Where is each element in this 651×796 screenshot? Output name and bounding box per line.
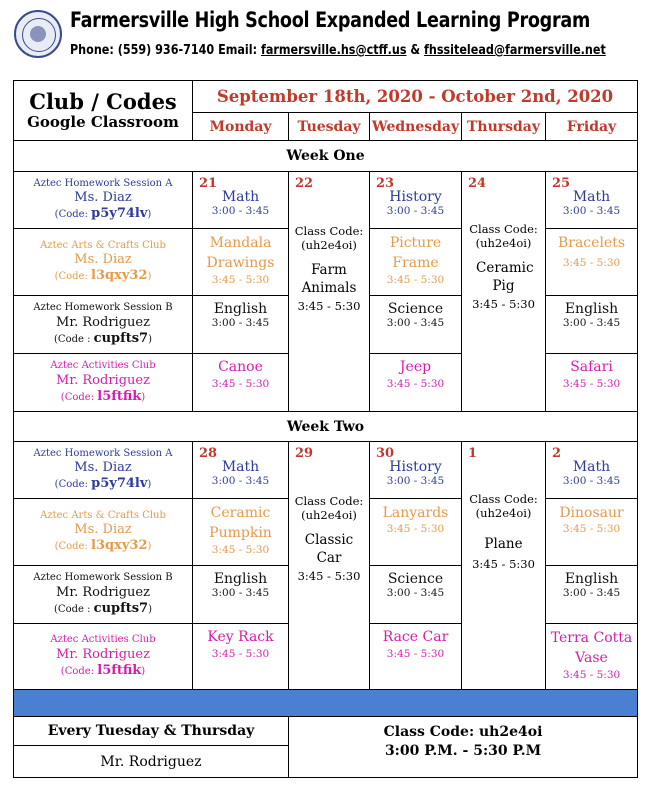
club-code: (Code: l3qxy32)	[54, 538, 152, 554]
session-time: 3:45 - 5:30	[211, 543, 270, 556]
club-name: Aztec Homework Session B	[33, 302, 173, 313]
session-subject: Math	[221, 189, 260, 205]
class-code-label: Class Code:	[469, 222, 538, 236]
w1-wed-hwb	[370, 296, 462, 354]
day-tuesday: Tuesday	[289, 113, 370, 141]
session-subject: English	[213, 301, 268, 317]
session-time: 3:00 - 3:45	[562, 205, 621, 218]
class-time: 3:45 - 5:30	[472, 297, 535, 312]
session-time: 3:00 - 3:45	[211, 317, 270, 330]
date-number: 1	[468, 446, 478, 461]
date-range: September 18th, 2020 - October 2nd, 2020	[193, 81, 638, 113]
w1-mon-hw	[193, 172, 289, 229]
session-subject: Safari	[570, 359, 613, 375]
w2-mon-hw	[193, 442, 289, 499]
w1-wed-act	[370, 354, 462, 412]
club-activities	[14, 354, 193, 412]
session-time: 3:00 - 3:45	[386, 587, 445, 600]
club-name: Aztec Homework Session A	[33, 177, 173, 189]
w1-thu-class	[462, 172, 546, 412]
class-code-label: Class Code:	[294, 224, 364, 238]
w2-wed-hwb	[370, 566, 462, 624]
w2-mon-art	[193, 499, 289, 566]
page-header	[0, 0, 651, 78]
club-name: Aztec Arts & Crafts Club	[40, 239, 166, 251]
club-teacher: Ms. Diaz	[74, 190, 132, 205]
footer-class-time: 3:00 P.M. - 5:30 P.M	[384, 742, 542, 759]
class-code: (uh2e4oi)	[475, 506, 532, 521]
w2-mon-act	[193, 624, 289, 690]
session-time: 3:00 - 3:45	[562, 475, 621, 488]
w2-fri-hwb	[546, 566, 638, 624]
w2-fri-art	[546, 499, 638, 566]
date-number: 21	[199, 176, 218, 191]
class-code: (uh2e4oi)	[475, 236, 532, 251]
session-subject: Mandala Drawings	[206, 235, 275, 272]
footer-class-info	[289, 717, 638, 778]
phone-label: Phone:	[70, 42, 114, 58]
club-teacher: Ms. Diaz	[74, 252, 132, 267]
session-subject: Key Rack	[207, 629, 274, 645]
session-time: 3:45 - 5:30	[562, 523, 621, 536]
w1-mon-hwb	[193, 296, 289, 354]
w1-fri-act	[546, 354, 638, 412]
club-name: Aztec Homework Session B	[33, 572, 173, 583]
w2-tue-class	[289, 442, 370, 690]
class-time: 3:45 - 5:30	[472, 556, 535, 571]
w1-mon-art	[193, 229, 289, 296]
date-number: 2	[552, 446, 562, 461]
class-time: 3:45 - 5:30	[297, 569, 361, 584]
day-thursday: Thursday	[462, 113, 546, 141]
class-project: Classic Car	[304, 531, 354, 566]
w2-mon-hwb	[193, 566, 289, 624]
w1-mon-act	[193, 354, 289, 412]
w1-wed-art	[370, 229, 462, 296]
session-time: 3:00 - 3:45	[562, 317, 621, 330]
session-time: 3:45 - 5:30	[386, 273, 445, 286]
club-code: (Code: l3qxy32)	[54, 268, 152, 284]
club-homework-b	[14, 566, 193, 624]
session-subject: Ceramic Pumpkin	[209, 505, 272, 542]
week-one-label: Week One	[14, 141, 638, 172]
session-time: 3:45 - 5:30	[386, 523, 445, 536]
session-time: 3:45 - 5:30	[386, 648, 445, 661]
class-project: Plane	[484, 535, 523, 552]
session-subject: History	[389, 459, 442, 475]
class-project: Farm Animals	[301, 261, 357, 296]
class-code: (uh2e4oi)	[301, 508, 357, 523]
session-time: 3:45 - 5:30	[211, 648, 270, 661]
w1-fri-art	[546, 229, 638, 296]
club-teacher: Ms. Diaz	[74, 460, 132, 475]
divider-bar	[14, 690, 638, 717]
date-number: 22	[295, 176, 314, 191]
session-subject: Canoe	[218, 359, 263, 375]
week-two-label: Week Two	[14, 412, 638, 442]
session-subject: Math	[572, 459, 611, 475]
session-subject: Terra Cotta Vase	[550, 630, 633, 667]
club-code: (Code: p5y74lv)	[54, 206, 152, 222]
w1-tue-class	[289, 172, 370, 412]
session-subject: Science	[387, 571, 444, 587]
footer-teacher: Mr. Rodriguez	[14, 746, 289, 778]
club-name: Aztec Homework Session A	[33, 447, 173, 459]
session-time: 3:45 - 5:30	[562, 378, 621, 391]
club-name: Aztec Arts & Crafts Club	[40, 509, 166, 521]
session-subject: Picture Frame	[389, 235, 442, 272]
day-friday: Friday	[546, 113, 638, 141]
email-label: Email:	[218, 42, 258, 58]
phone-number: (559) 936-7140	[117, 42, 215, 58]
date-number: 28	[199, 446, 218, 461]
w2-wed-hw	[370, 442, 462, 499]
club-teacher: Ms. Diaz	[74, 522, 132, 537]
club-arts-crafts	[14, 229, 193, 296]
school-logo	[14, 10, 62, 58]
date-number: 25	[552, 176, 571, 191]
club-teacher: Mr. Rodriguez	[56, 584, 150, 600]
class-code: (uh2e4oi)	[301, 238, 357, 253]
email-link-2[interactable]: fhssitelead@farmersville.net	[424, 42, 606, 58]
date-number: 23	[376, 176, 395, 191]
club-code: (Code: l5ftfik)	[60, 662, 146, 678]
session-subject: English	[213, 571, 268, 587]
date-number: 29	[295, 446, 314, 461]
session-subject: Dinosaur	[559, 505, 624, 521]
session-time: 3:00 - 3:45	[386, 205, 445, 218]
class-code-label: Class Code:	[469, 492, 538, 506]
w1-fri-hw	[546, 172, 638, 229]
session-time: 3:00 - 3:45	[211, 587, 270, 600]
schedule-table	[13, 80, 638, 778]
email-link-1[interactable]: farmersville.hs@ctff.us	[260, 42, 407, 58]
date-number: 24	[468, 176, 487, 191]
club-name: Aztec Activities Club	[50, 634, 156, 645]
club-code: (Code : cupfts7)	[54, 600, 152, 616]
club-code: (Code: p5y74lv)	[54, 476, 152, 492]
session-time: 3:45 - 5:30	[386, 378, 445, 391]
session-subject: Lanyards	[382, 505, 449, 521]
session-time: 3:45 - 5:30	[562, 668, 621, 681]
ampersand: &	[410, 42, 421, 58]
date-number: 30	[376, 446, 395, 461]
session-time: 3:00 - 3:45	[562, 587, 621, 600]
session-subject: Race Car	[382, 629, 449, 645]
contact-line	[70, 42, 606, 58]
session-subject: Math	[221, 459, 260, 475]
session-subject: Jeep	[399, 359, 432, 375]
footer-every: Every Tuesday & Thursday	[14, 717, 289, 746]
w1-fri-hwb	[546, 296, 638, 354]
session-subject: Bracelets	[557, 235, 626, 251]
club-codes-header	[14, 81, 193, 141]
club-activities	[14, 624, 193, 690]
club-homework-a	[14, 172, 193, 229]
session-time: 3:45 - 5:30	[562, 257, 621, 270]
session-subject: English	[564, 571, 619, 587]
session-time: 3:00 - 3:45	[211, 205, 270, 218]
club-homework-b	[14, 296, 193, 354]
club-code: (Code : cupfts7)	[54, 330, 152, 346]
w1-wed-hw	[370, 172, 462, 229]
w2-wed-act	[370, 624, 462, 690]
session-time: 3:45 - 5:30	[211, 273, 270, 286]
club-name: Aztec Activities Club	[50, 360, 156, 371]
class-code-label: Class Code:	[294, 494, 364, 508]
session-subject: English	[564, 301, 619, 317]
w2-wed-art	[370, 499, 462, 566]
class-time: 3:45 - 5:30	[297, 299, 361, 314]
session-time: 3:45 - 5:30	[211, 378, 270, 391]
session-subject: Math	[572, 189, 611, 205]
club-arts-crafts	[14, 499, 193, 566]
club-teacher: Mr. Rodriguez	[56, 372, 150, 388]
footer-class-code: Class Code: uh2e4oi	[383, 724, 543, 740]
w2-fri-hw	[546, 442, 638, 499]
class-project: Ceramic Pig	[476, 259, 534, 294]
w2-thu-class	[462, 442, 546, 690]
session-subject: History	[389, 189, 442, 205]
club-homework-a	[14, 442, 193, 499]
session-time: 3:00 - 3:45	[386, 475, 445, 488]
session-time: 3:00 - 3:45	[211, 475, 270, 488]
session-subject: Science	[387, 301, 444, 317]
table-title: Club / Codes	[29, 88, 177, 114]
table-subtitle: Google Classroom	[27, 113, 179, 132]
club-teacher: Mr. Rodriguez	[56, 314, 150, 330]
day-monday: Monday	[193, 113, 289, 141]
session-time: 3:00 - 3:45	[386, 317, 445, 330]
school-title: Farmersville High School Expanded Learning Program	[70, 8, 590, 32]
w2-fri-act	[546, 624, 638, 690]
club-teacher: Mr. Rodriguez	[56, 646, 150, 662]
club-code: (Code: l5ftfik)	[60, 388, 146, 404]
day-wednesday: Wednesday	[370, 113, 462, 141]
